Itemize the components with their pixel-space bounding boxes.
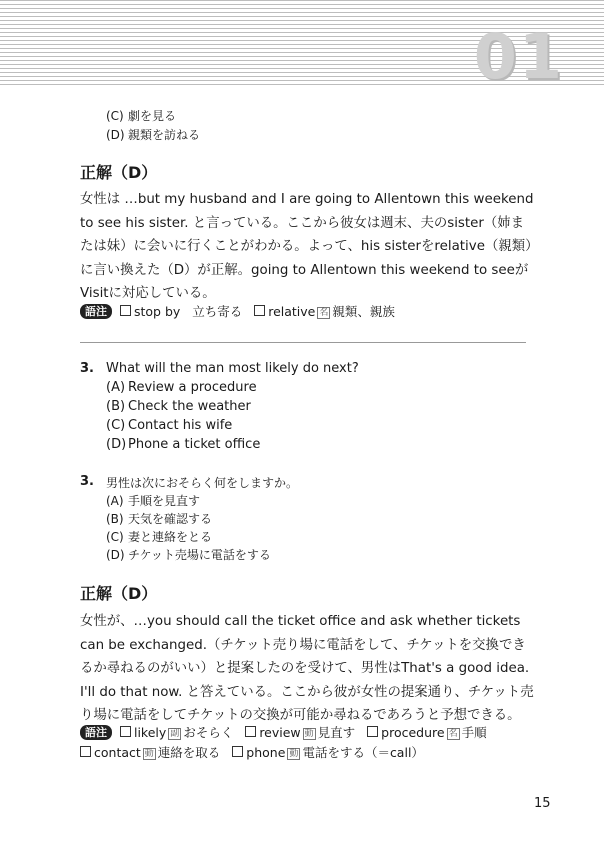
vocabulary-notes: 語注 stop by 立ち寄る relative 名 親類、親族 (80, 302, 395, 322)
part-of-speech-verb: 動 (289, 749, 299, 759)
question-number: 3. (80, 361, 94, 376)
option-b: (B) Check the weather (106, 399, 251, 414)
checkbox-icon (80, 746, 91, 757)
checkbox-icon (254, 305, 265, 316)
option-a: (A) Review a procedure (106, 380, 257, 395)
explanation-paragraph: 女性は …but my husband and I are going to Allentown this weekend to see his sister. と言っている。ここから彼女は週末、夫のsister（姉ま たは妹）に会いに行くことがわかる。よって、his sisterをrelative（親類） に言い換えた（D）が正解。going to Allentown this weekend to seeが Visitに対応している。 (80, 192, 539, 301)
option-d-ja: (D) チケット売場に電話をする (106, 548, 271, 562)
vocab-badge: 語注 (80, 304, 112, 319)
question-number-ja: 3. (80, 474, 94, 489)
vocab-badge: 語注 (80, 725, 112, 740)
question-text-ja: 男性は次におそらく何をしますか。 (106, 476, 299, 490)
option-a-ja: (A) 手順を見直す (106, 494, 201, 508)
checkbox-icon (120, 305, 131, 316)
option-d: (D) Phone a ticket office (106, 437, 261, 452)
page-number: 15 (534, 796, 551, 811)
part-of-speech-verb: 動 (144, 749, 154, 759)
chapter-number: 01 (473, 20, 564, 93)
answer-heading: 正解（D） (80, 163, 158, 182)
checkbox-icon (232, 746, 243, 757)
option-c: (C) Contact his wife (106, 418, 233, 433)
part-of-speech-noun: 名 (319, 308, 329, 318)
question-text: What will the man most likely do next? (106, 361, 359, 376)
part-of-speech-noun: 名 (448, 729, 458, 739)
explanation-paragraph-2: 女性が、…you should call the ticket office and ask whether tickets can be exchanged.（チケット売り場に電話をして、チケットを交換でき るか尋ねるのがいい）と提案したのを受けて、男性はThat's a good idea. I'll do that now. と答えている。ここから彼が女性の提案通り、チケット売 り場に電話をしてチケットの交換が可能か尋ねるであろうと予想できる。 (80, 614, 534, 723)
option-b-ja: (B) 天気を確認する (106, 512, 213, 526)
checkbox-icon (120, 726, 131, 737)
option-c: (C) 劇を見る (106, 109, 177, 123)
part-of-speech-verb: 動 (304, 729, 314, 739)
section-divider (80, 342, 526, 343)
checkbox-icon (367, 726, 378, 737)
option-d: (D) 親類を訪ねる (106, 128, 201, 142)
option-c-ja: (C) 妻と連絡をとる (106, 530, 213, 544)
part-of-speech-adverb: 副 (170, 729, 180, 739)
vocabulary-notes-2: 語注 likely 副 おそらく review 動 見直す procedure 名 手順 contact 動 連絡を取る phone 動 電話をする（＝call） (80, 723, 487, 763)
answer-heading-2: 正解（D） (80, 584, 158, 603)
checkbox-icon (245, 726, 256, 737)
